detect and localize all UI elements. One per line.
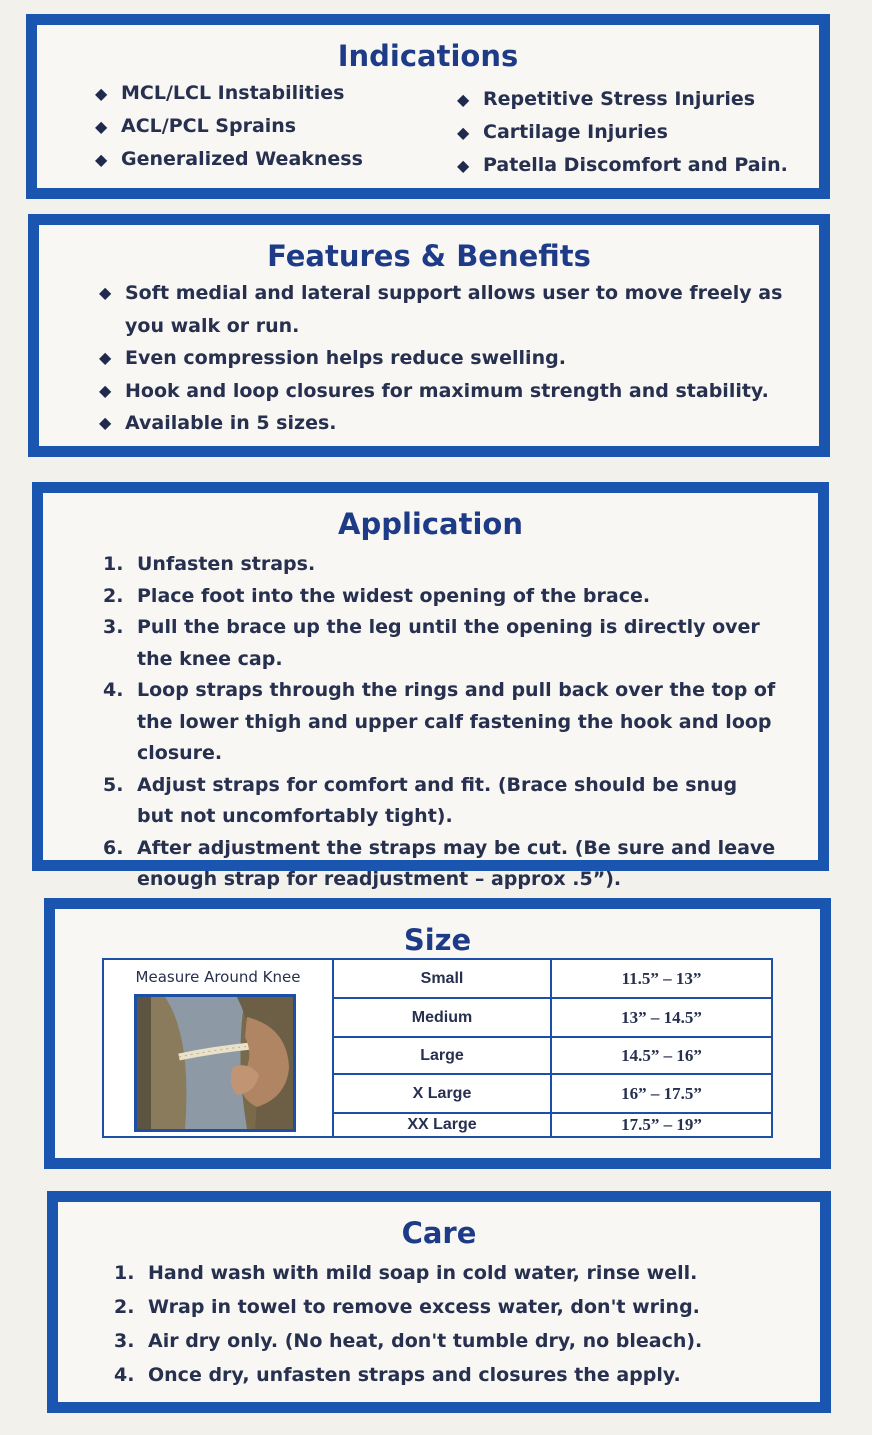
indications-title: Indications	[337, 39, 519, 73]
size-name: Small	[334, 960, 552, 997]
indications-panel	[26, 14, 830, 199]
list-item	[103, 675, 778, 770]
step-text: Hand wash with mild soap in cold water, rinse well.	[148, 1262, 698, 1284]
size-table	[102, 958, 773, 1138]
list-item	[114, 1358, 790, 1392]
step-text: Loop straps through the rings and pull back over the top of the lower thigh and upper calf fastening the hook and loop closure.	[137, 679, 776, 764]
step-number: 3.	[114, 1330, 135, 1352]
step-text: After adjustment the straps may be cut. (Be sure and leave enough strap for readjustment – approx .5”).	[137, 836, 776, 890]
table-row	[334, 1038, 771, 1075]
step-number: 4.	[114, 1364, 135, 1386]
care-steps	[58, 1250, 820, 1392]
size-range: 17.5” – 19”	[621, 1115, 702, 1134]
step-text: Wrap in towel to remove excess water, don't wring.	[148, 1296, 700, 1318]
application-title: Application	[338, 507, 523, 541]
list-item	[103, 770, 778, 833]
list-item	[114, 1290, 790, 1324]
step-number: 2.	[114, 1296, 135, 1318]
knee-measuring-photo	[134, 994, 296, 1132]
table-row	[334, 960, 771, 999]
size-range: 16” – 17.5”	[621, 1083, 702, 1103]
table-row	[334, 1075, 771, 1114]
list-item: ◆ Generalized Weakness	[95, 143, 457, 176]
step-text: Unfasten straps.	[137, 553, 316, 575]
list-item: ◆ Even compression helps reduce swelling.	[99, 342, 797, 375]
list-item: ◆ Available in 5 sizes.	[99, 407, 797, 440]
size-range: 11.5” – 13”	[621, 968, 702, 988]
step-number: 3.	[103, 616, 124, 638]
table-row	[334, 999, 771, 1038]
list-item	[103, 612, 778, 675]
care-panel	[47, 1191, 831, 1413]
indications-columns	[37, 73, 819, 182]
size-name: XX Large	[334, 1114, 552, 1136]
step-number: 6.	[103, 836, 124, 859]
step-text: Adjust straps for comfort and fit. (Brace should be snug but not uncomfortably tight).	[137, 773, 738, 827]
size-range: 14.5” – 16”	[621, 1045, 702, 1065]
features-title: Features & Benefits	[267, 239, 591, 273]
list-item: ◆ MCL/LCL Instabilities	[95, 77, 457, 110]
step-number: 5.	[103, 773, 124, 796]
size-name: Medium	[334, 999, 552, 1036]
measure-label: Measure Around Knee	[135, 968, 301, 986]
size-panel	[44, 898, 831, 1169]
list-item: ◆ Soft medial and lateral support allows user to move freely as you walk or run.	[99, 277, 797, 342]
step-number: 2.	[103, 584, 124, 607]
size-name: Large	[334, 1038, 552, 1073]
size-title: Size	[403, 923, 472, 957]
features-list	[39, 273, 819, 440]
measure-cell	[104, 960, 334, 1136]
list-item	[114, 1256, 790, 1290]
list-item	[114, 1324, 790, 1358]
table-row	[334, 1114, 771, 1136]
step-number: 1.	[114, 1262, 135, 1284]
step-text: Place foot into the widest opening of the brace.	[137, 584, 651, 607]
step-number: 4.	[103, 679, 124, 701]
step-text: Air dry only. (No heat, don't tumble dry, no bleach).	[148, 1330, 703, 1352]
indications-right-list	[457, 83, 819, 182]
size-name: X Large	[334, 1075, 552, 1112]
list-item	[103, 833, 778, 896]
step-text: Pull the brace up the leg until the opening is directly over the knee cap.	[137, 616, 760, 670]
knee-photo-illustration	[137, 997, 293, 1129]
step-number: 1.	[103, 553, 124, 575]
list-item: ◆ Patella Discomfort and Pain.	[457, 149, 819, 182]
list-item: ◆ ACL/PCL Sprains	[95, 110, 457, 143]
size-rows	[334, 960, 771, 1136]
step-text: Once dry, unfasten straps and closures the apply.	[148, 1364, 681, 1386]
size-range: 13” – 14.5”	[621, 1007, 702, 1027]
list-item: ◆ Repetitive Stress Injuries	[457, 83, 819, 116]
list-item	[103, 549, 778, 581]
list-item: ◆ Cartilage Injuries	[457, 116, 819, 149]
features-panel	[28, 214, 830, 457]
care-title: Care	[401, 1216, 477, 1250]
list-item	[103, 581, 778, 613]
application-steps	[43, 541, 818, 896]
indications-left-list	[95, 77, 457, 182]
list-item: ◆ Hook and loop closures for maximum strength and stability.	[99, 375, 797, 408]
application-panel	[32, 482, 829, 890]
